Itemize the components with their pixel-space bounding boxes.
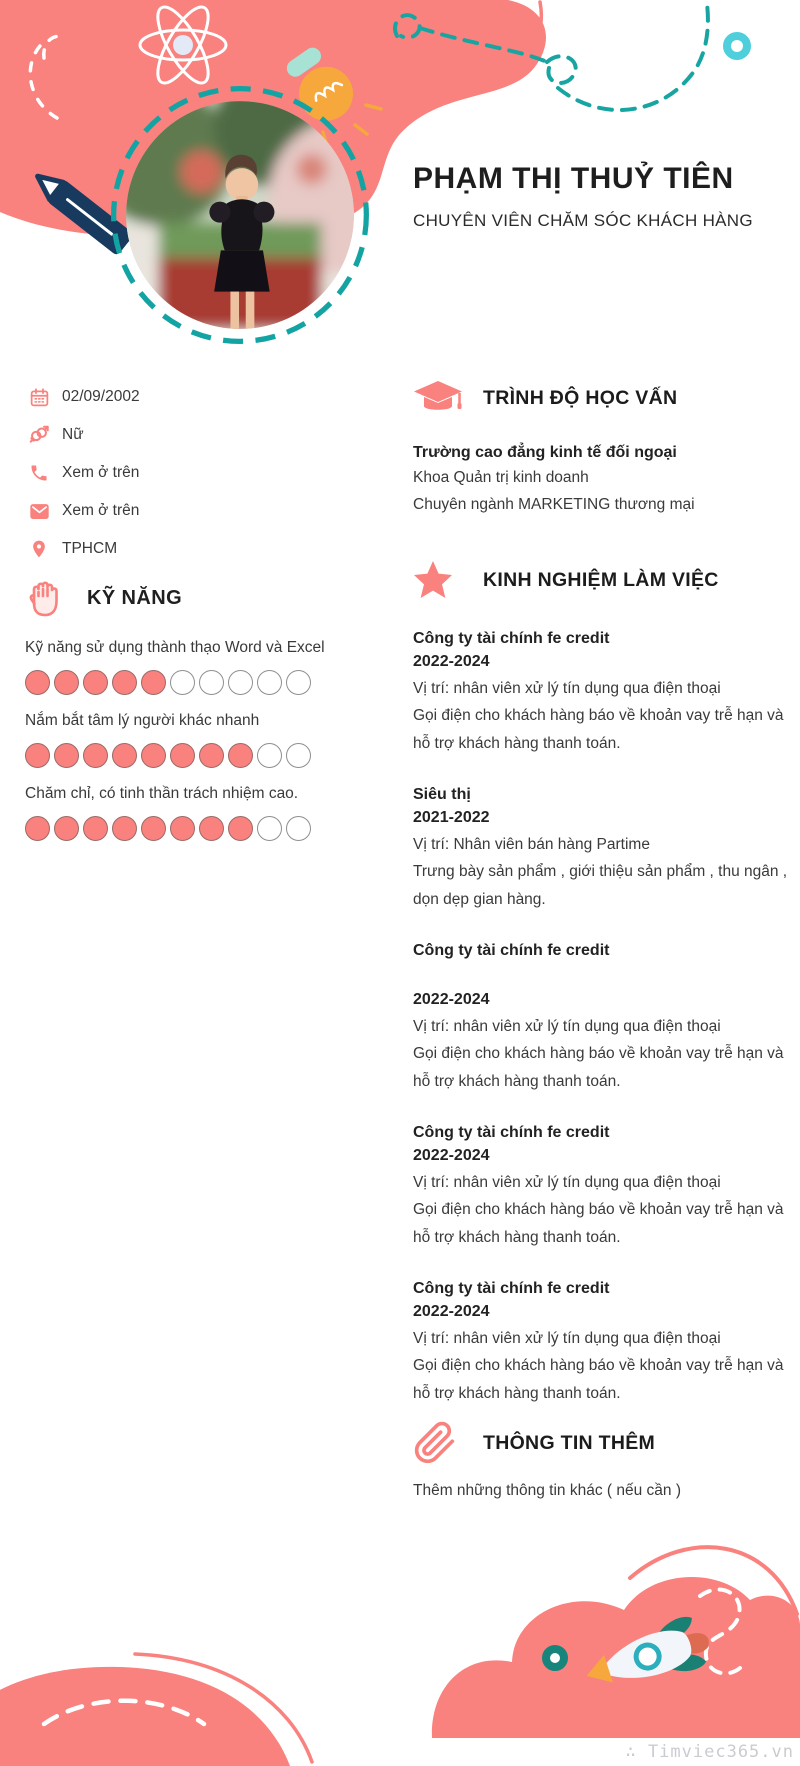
email-value: Xem ở trên	[62, 502, 140, 519]
experience-entry	[413, 627, 793, 757]
site-watermark: ∴ Timviec365.vn	[625, 1742, 794, 1762]
skill-dot-filled	[54, 816, 79, 841]
skill-dot-filled	[25, 816, 50, 841]
skill-dot-filled	[54, 670, 79, 695]
contact-row-birthday	[25, 378, 343, 416]
candidate-job-title: CHUYÊN VIÊN CHĂM SÓC KHÁCH HÀNG	[413, 211, 753, 230]
calendar-icon	[28, 386, 50, 408]
contact-row-email	[25, 492, 343, 530]
skill-dot-filled	[83, 816, 108, 841]
skill-dot-filled	[25, 670, 50, 695]
skill-dot-filled	[170, 743, 195, 768]
experience-position: Vị trí: nhân viên xử lý tín dụng qua điện thoại	[413, 1174, 721, 1191]
paperclip-icon	[413, 1420, 467, 1466]
contact-row-gender	[25, 416, 343, 454]
skill-label: Kỹ năng sử dụng thành thạo Word và Excel	[25, 639, 325, 656]
skill-dot-filled	[228, 743, 253, 768]
header-text-block	[413, 160, 800, 231]
skill-dot-filled	[199, 816, 224, 841]
experience-period: 2022-2024	[413, 991, 490, 1008]
birthday-value: 02/09/2002	[62, 388, 140, 405]
skill-dot-filled	[112, 816, 137, 841]
skill-dot-filled	[112, 670, 137, 695]
skill-dot-empty	[257, 816, 282, 841]
experience-position: Vị trí: nhân viên xử lý tín dụng qua điện thoại	[413, 680, 721, 697]
left-column	[25, 378, 343, 841]
experience-description: Trưng bày sản phẩm , giới thiệu sản phẩm , thu ngân , dọn dẹp gian hàng.	[413, 863, 788, 908]
education-heading: TRÌNH ĐỘ HỌC VẤN	[483, 386, 678, 409]
skill-dot-empty	[170, 670, 195, 695]
experience-period: 2022-2024	[413, 1147, 490, 1164]
experience-company: Công ty tài chính fe credit	[413, 630, 610, 647]
experience-entry	[413, 1277, 793, 1407]
gender-icon	[28, 424, 50, 446]
contact-row-location	[25, 530, 343, 568]
additional-info-heading: THÔNG TIN THÊM	[483, 1431, 656, 1454]
skill-dot-filled	[199, 743, 224, 768]
experience-period: 2022-2024	[413, 1303, 490, 1320]
additional-info-note: Thêm những thông tin khác ( nếu cần )	[413, 1482, 682, 1499]
skill-dot-filled	[54, 743, 79, 768]
experience-position: Vị trí: nhân viên xử lý tín dụng qua điện thoại	[413, 1018, 721, 1035]
experience-period: 2022-2024	[413, 653, 490, 670]
experience-company: Công ty tài chính fe credit	[413, 1124, 610, 1141]
skill-dot-empty	[257, 670, 282, 695]
bottom-decoration	[0, 1536, 800, 1766]
experience-company: Siêu thị	[413, 786, 471, 803]
experience-entry	[413, 939, 793, 1095]
skill-dot-empty	[286, 743, 311, 768]
skills-section-header	[25, 574, 343, 622]
experience-position: Vị trí: nhân viên xử lý tín dụng qua điện thoại	[413, 1330, 721, 1347]
skill-level-dots	[25, 743, 343, 768]
skill-dot-filled	[141, 670, 166, 695]
gender-value: Nữ	[62, 426, 84, 443]
experience-heading: KINH NGHIỆM LÀM VIỆC	[483, 568, 719, 591]
experience-entry	[413, 1121, 793, 1251]
fist-icon	[25, 574, 71, 622]
experience-company: Công ty tài chính fe credit	[413, 1280, 610, 1297]
right-column	[413, 360, 793, 1503]
email-icon	[28, 500, 50, 522]
skill-dot-filled	[83, 743, 108, 768]
candidate-name: PHẠM THỊ THUỶ TIÊN	[413, 162, 734, 195]
location-icon	[28, 538, 50, 560]
education-section-header	[413, 378, 793, 418]
education-major: Chuyên ngành MARKETING thương mại	[413, 496, 695, 513]
contact-row-phone	[25, 454, 343, 492]
skill-dot-filled	[170, 816, 195, 841]
skill-dot-filled	[141, 816, 166, 841]
experience-company: Công ty tài chính fe credit	[413, 942, 610, 959]
coral-dome	[0, 1667, 290, 1766]
star-icon	[413, 561, 467, 599]
skill-dot-filled	[83, 670, 108, 695]
education-faculty: Khoa Quản trị kinh doanh	[413, 469, 589, 486]
teal-donut-icon	[546, 1649, 564, 1667]
skill-dot-empty	[286, 670, 311, 695]
location-value: TPHCM	[62, 540, 118, 557]
experience-position: Vị trí: Nhân viên bán hàng Partime	[413, 836, 650, 853]
skill-label: Chăm chỉ, có tinh thần trách nhiệm cao.	[25, 785, 299, 802]
profile-photo	[106, 81, 374, 349]
skills-heading: KỸ NĂNG	[87, 586, 183, 609]
experience-description: Gọi điện cho khách hàng báo về khoản vay trễ hạn và hỗ trợ khách hàng thanh toán.	[413, 1201, 784, 1246]
skill-dot-empty	[228, 670, 253, 695]
experience-description: Gọi điện cho khách hàng báo về khoản vay trễ hạn và hỗ trợ khách hàng thanh toán.	[413, 1045, 784, 1090]
skill-dot-filled	[141, 743, 166, 768]
graduation-cap-icon	[413, 378, 467, 418]
skill-level-dots	[25, 670, 343, 695]
experience-entry	[413, 783, 793, 913]
education-school: Trường cao đẳng kinh tế đối ngoại	[413, 444, 677, 461]
skill-dot-empty	[257, 743, 282, 768]
phone-icon	[28, 462, 50, 484]
skill-label: Nắm bắt tâm lý người khác nhanh	[25, 712, 260, 729]
experience-period: 2021-2022	[413, 809, 490, 826]
skill-dot-empty	[286, 816, 311, 841]
skill-dot-filled	[228, 816, 253, 841]
skill-dot-empty	[199, 670, 224, 695]
experience-description: Gọi điện cho khách hàng báo về khoản vay trễ hạn và hỗ trợ khách hàng thanh toán.	[413, 1357, 784, 1402]
phone-value: Xem ở trên	[62, 464, 140, 481]
experience-description: Gọi điện cho khách hàng báo về khoản vay trễ hạn và hỗ trợ khách hàng thanh toán.	[413, 707, 784, 752]
experience-section-header	[413, 560, 793, 600]
additional-info-section-header	[413, 1423, 793, 1463]
skill-level-dots	[25, 816, 343, 841]
skill-dot-filled	[25, 743, 50, 768]
skill-dot-filled	[112, 743, 137, 768]
cyan-donut-icon	[727, 36, 747, 56]
